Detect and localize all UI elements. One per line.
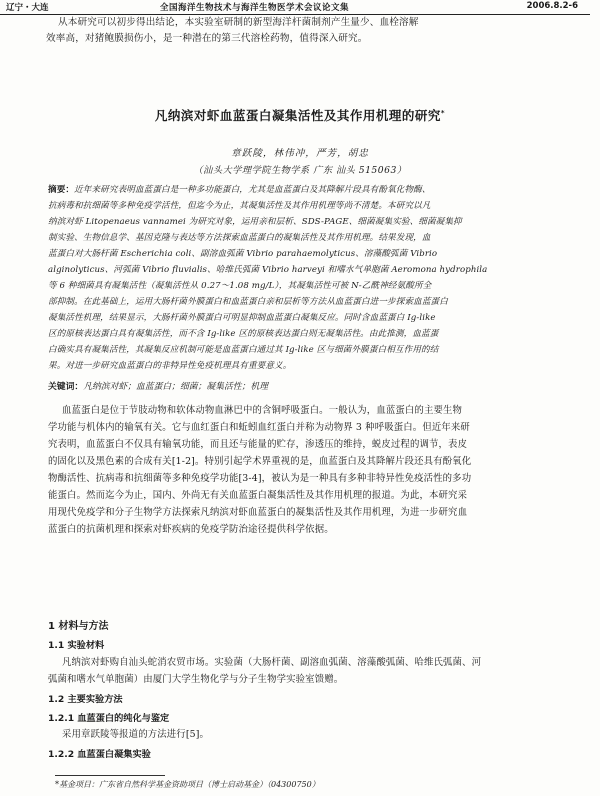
abstract-line: 区的原核表达蛋白具有凝集活性，而不含 Ig-like 区的原核表达蛋白则无凝集活性。由此推测，血蓝蛋	[48, 329, 439, 339]
title-footnote-mark: *	[440, 108, 446, 117]
subsection-heading: 1.1 实验材料	[48, 640, 105, 651]
body-line: 究表明，血蓝蛋白不仅具有输氧功能，而且还与能量的贮存，渗透压的维持，蜕皮过程的调节，表皮	[48, 439, 468, 450]
abstract-line	[48, 183, 431, 198]
subsubsection-heading: 1.2.1 血蓝蛋白的纯化与鉴定	[48, 713, 170, 724]
header-location: 辽宁・大连	[6, 3, 49, 13]
footnote: *基金项目：广东省自然科学基金资助项目（博士启动基金）（04300750）	[55, 780, 320, 789]
body-line: 用现代免疫学和分子生物学方法探索凡纳滨对虾血蓝蛋白的凝集活性及其作用机理，为进一步研究血	[48, 507, 468, 518]
keywords-label: 关键词：	[48, 382, 84, 392]
abstract-line: 果。对进一步研究血蓝蛋白的非特异性免疫机理具有重要意义。	[48, 361, 292, 371]
intro-line: 从本研究可以初步得出结论，本实验室研制的新型海洋杆菌制剂产生量少、血栓溶解	[58, 17, 419, 28]
keywords-text: 凡纳滨对虾；血蓝蛋白；细菌；凝集活性；机理	[83, 382, 268, 392]
keywords	[48, 379, 268, 392]
abstract-line: 蓝蛋白对大肠杆菌 Escherichia coli、副溶血弧菌 Vibrio parahaemolyticus、溶藻酸弧菌 Vibrio	[48, 249, 438, 259]
header-proceedings: 全国海洋生物技术与海洋生物医学术会议论文集	[160, 3, 350, 13]
body-line: 的固化以及黑色素的合成有关[1-2]。特别引起学术界重视的是，血蓝蛋白及其降解片段还具有酚氧化	[48, 456, 472, 467]
paper-authors: 章跃陵，林伟冲，严芳，胡忠	[231, 148, 369, 159]
footnote-rule	[55, 775, 165, 776]
paper-affiliation: （汕头大学理学院生物学系 广东 汕头 515063）	[193, 165, 407, 176]
body-line: 能蛋白。然而迄今为止，国内、外尚无有关血蓝蛋白凝集活性及其作用机理的报道。为此，本研究采	[48, 490, 468, 501]
subsection-heading: 1.2 主要实验方法	[48, 694, 123, 705]
header-date: 2006.8.2-6	[526, 1, 578, 11]
paper-title	[0, 106, 600, 124]
body-line: 蓝蛋白的抗菌机理和探索对虾疾病的免疫学防治途径提供科学依据。	[48, 524, 334, 535]
abstract-line: 凝集活性机理，结果显示，大肠杆菌外膜蛋白可明显抑制血蓝蛋白凝集反应。同时含血蓝蛋白 Ig-like	[48, 313, 436, 323]
abstract-line: 纳滨对虾 Litopenaeus vannamei 为研究对象，运用亲和层析、SDS-PAGE、细菌凝集实验、细菌凝集抑	[48, 217, 462, 227]
body-line: 学功能与机体内的输氧有关。它与血红蛋白和蚯蚓血红蛋白并称为动物界 3 种呼吸蛋白。但近年来研	[48, 422, 470, 433]
intro-line: 效率高，对猪鲍膜损伤小，是一种潜在的第三代溶栓药物，值得深入研究。	[46, 33, 368, 44]
abstract-line: 白确实具有凝集活性，其凝集反应机制可能是血蓝蛋白通过其 Ig-like 区与细菌外膜蛋白相互作用的结	[48, 345, 439, 355]
abstract-label: 摘要：	[48, 185, 75, 195]
abstract-line: 部抑制。在此基础上，运用大肠杆菌外膜蛋白和血蓝蛋白亲和层析等方法从血蓝蛋白进一步探索血蓝蛋白	[48, 297, 448, 307]
abstract-line: 抗病毒和抗细菌等多种免疫学活性，但迄今为止，其凝集活性及其作用机理等尚不清楚。本研究以凡	[48, 201, 431, 211]
materials-line: 弧菌和嗜水气单胞菌）由厦门大学生物化学与分子生物学实验室馈赠。	[48, 674, 344, 685]
subsubsection-heading: 1.2.2 血蓝蛋白凝集实验	[48, 749, 151, 760]
running-header	[0, 0, 600, 14]
abstract-line: 等 6 种细菌具有凝集活性（凝集活性从 0.27～1.08 mg/L），其凝集活性可被 N-乙酰神经氨酸所全	[48, 281, 432, 291]
paper-title-text: 凡纳滨对虾血蓝蛋白凝集活性及其作用机理的研究	[154, 108, 441, 123]
method-line: 采用章跃陵等报道的方法进行[5]。	[62, 729, 210, 740]
abstract-text: 近年来研究表明血蓝蛋白是一种多功能蛋白，尤其是血蓝蛋白及其降解片段具有酚氧化物酶、	[74, 185, 431, 195]
body-line: 血蓝蛋白是位于节肢动物和软体动物血淋巴中的含铜呼吸蛋白。一般认为，血蓝蛋白的主要生物	[62, 405, 463, 416]
abstract-line: alginolyticus、河弧菌 Vibrio fluvialis、哈维氏弧菌 Vibrio harveyi 和嗜水气单胞菌 Aeromona hydrophila	[48, 265, 488, 275]
materials-line: 凡纳滨对虾购自汕头蛇消农贸市场。实验菌（大肠杆菌、副溶血弧菌、溶藻酸弧菌、哈维氏弧菌、河	[62, 657, 482, 668]
section-heading: 1 材料与方法	[48, 621, 109, 632]
body-line: 物酶活性、抗病毒和抗细菌等多种免疫学功能[3-4]，被认为是一种具有多种非特异性免疫活性的多功	[48, 473, 472, 484]
abstract-line: 制实验、生物信息学、基因克隆与表达等方法探索血蓝蛋白的凝集活性及其作用机理。结果发现，血	[48, 233, 431, 243]
